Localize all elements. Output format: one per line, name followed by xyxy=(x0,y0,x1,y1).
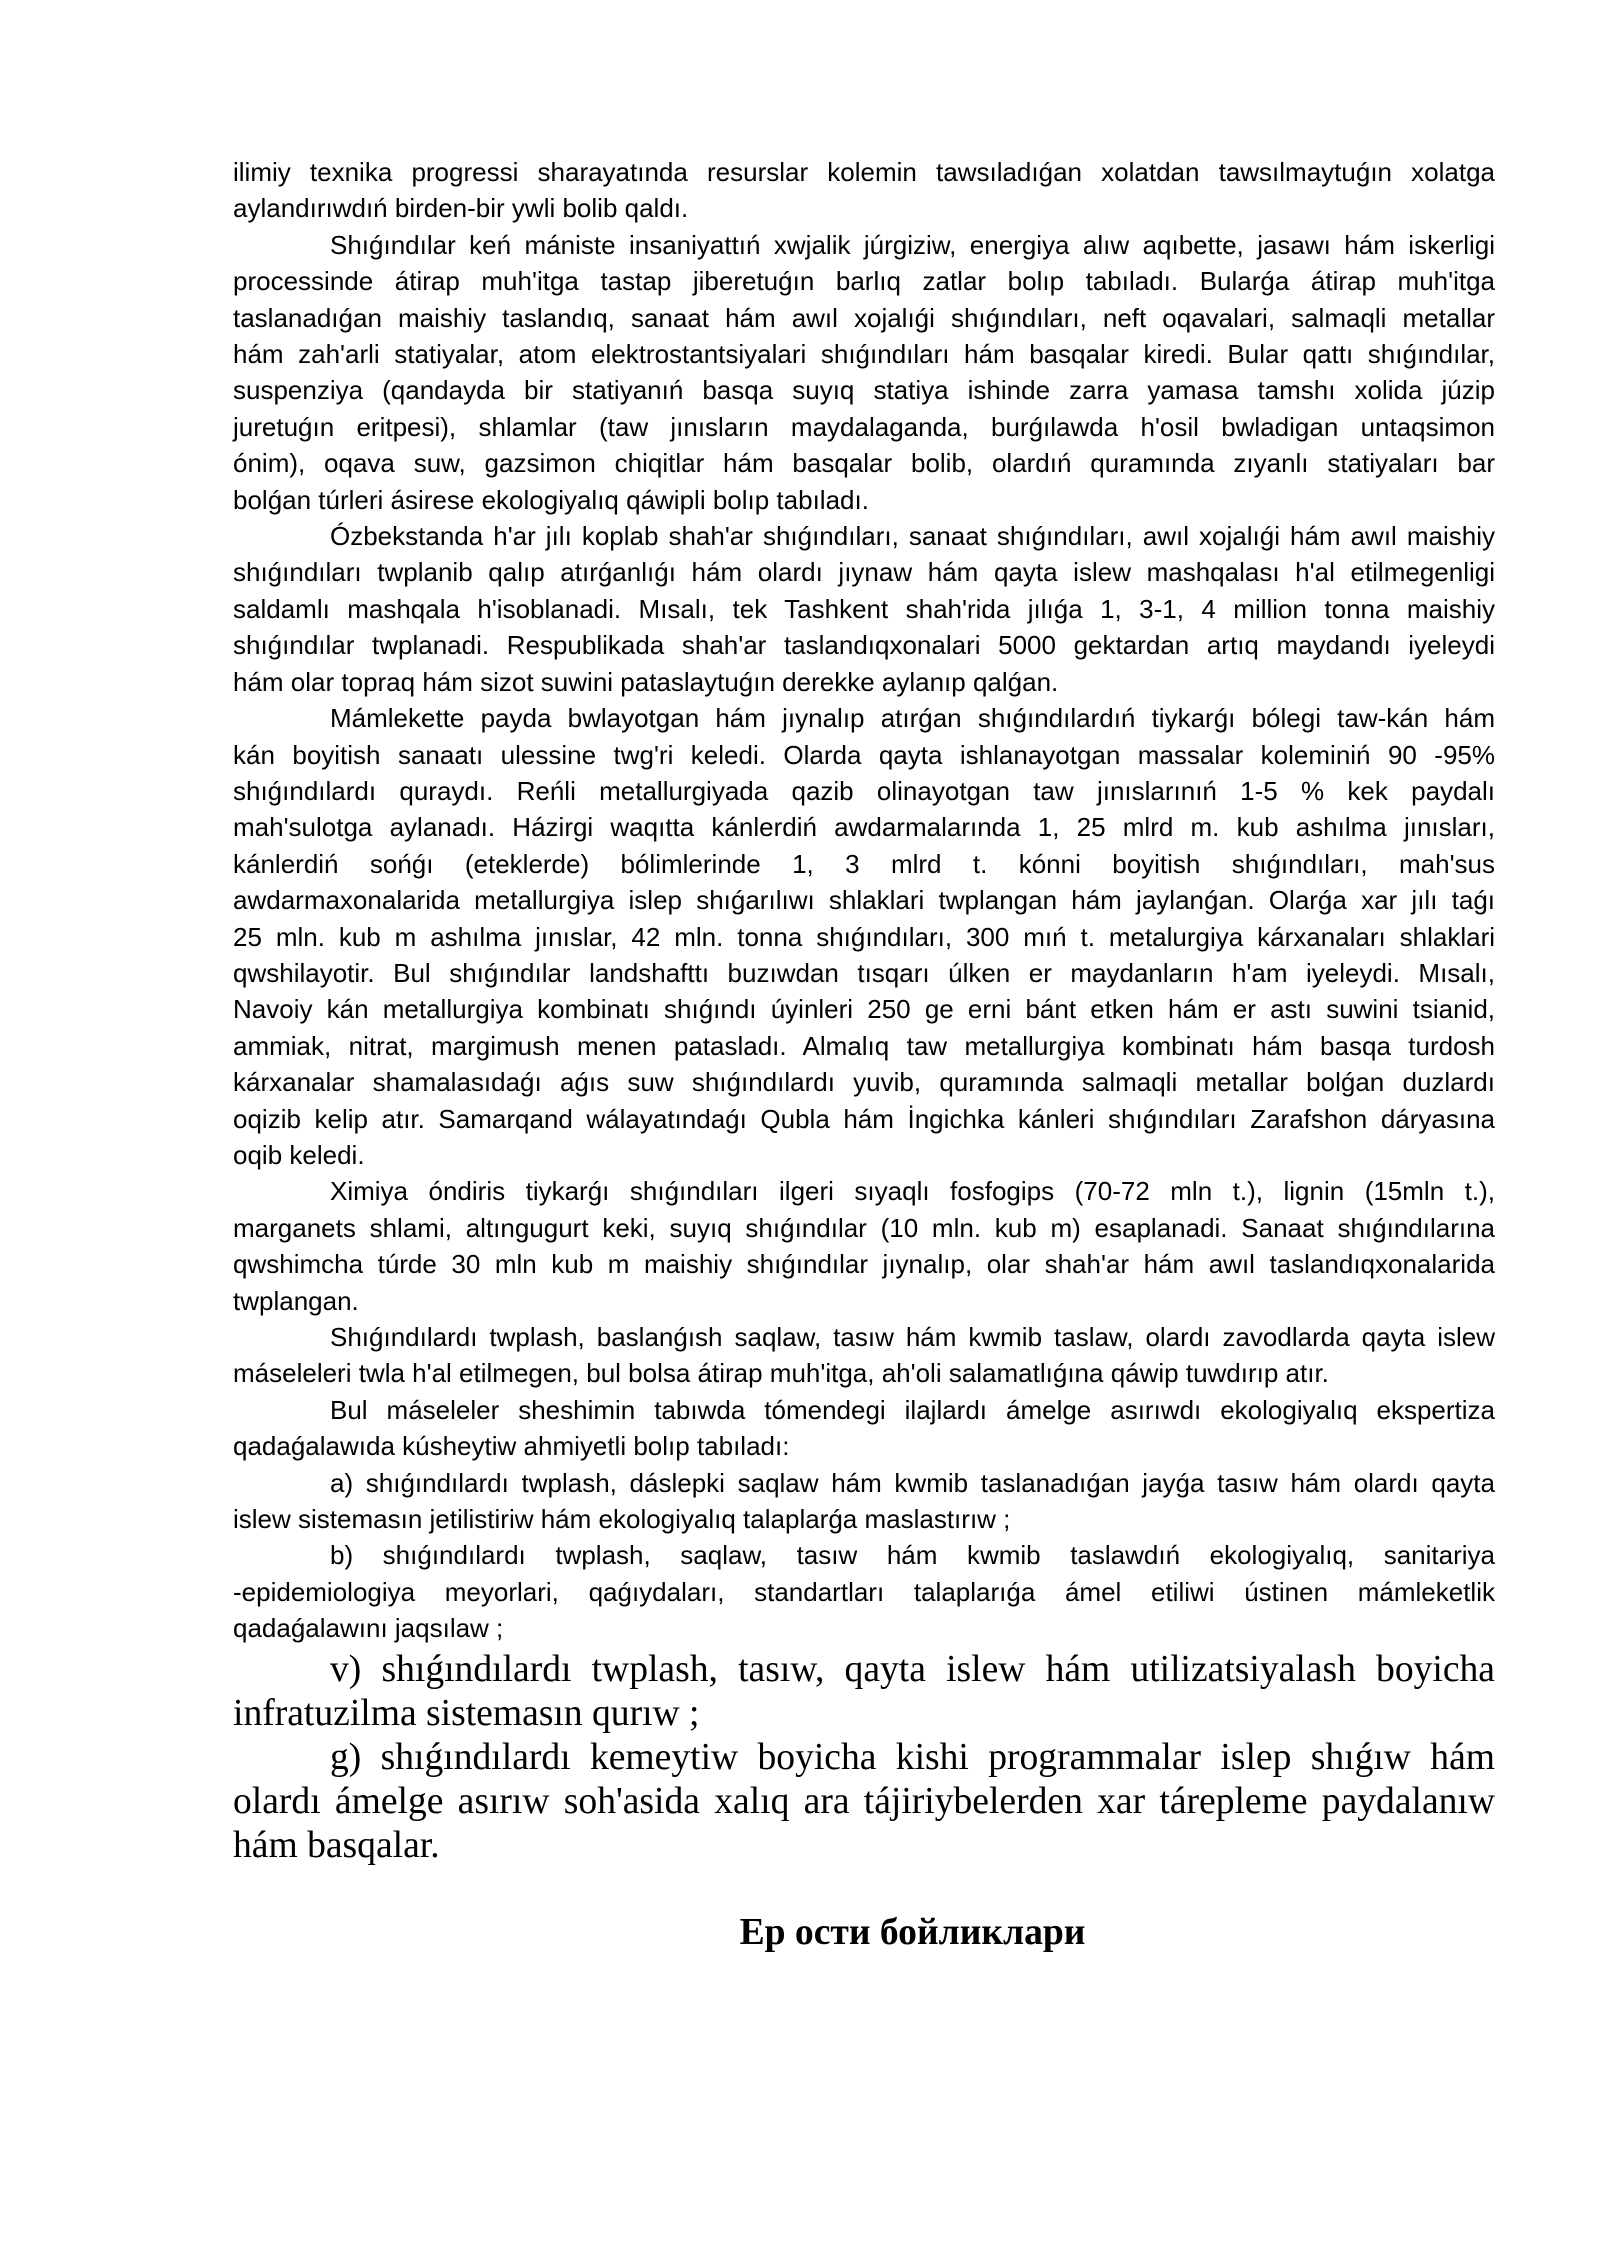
text-line: qwshimcha túrde 30 mln kub m maishiy shıǵındılar jıynalıp, olar shah'ar hám awıl taslandıqxonalarida xyxy=(233,1249,1495,1280)
paragraph xyxy=(233,1319,1495,1392)
text-line: hám basqalar. xyxy=(233,1825,440,1866)
text-line: shıǵındılardı quraydı. Reńli metallurgiyada qazib olinayotgan taw jınıslarınıń 1-5 % kek paydalı xyxy=(233,775,1495,806)
section-heading: Ер ости бойликлари xyxy=(739,1912,1086,1953)
text-line: ammiak, nitrat, margimush menen patasladı. Almalıq taw metallurgiya kombinatı hám basqa turdosh xyxy=(233,1030,1495,1061)
list-item xyxy=(233,1465,1495,1538)
text-line: ónim), oqava suw, gazsimon chiqitlar hám basqalar bolib, olardıń quramında zıyanlı statiyaları bar xyxy=(233,448,1495,479)
text-line: qadaǵalawıda kúsheytiw ahmiyetli bolıp tabıladı: xyxy=(233,1431,790,1462)
text-line: Mámlekette payda bwlayotgan hám jıynalıp atırǵan shıǵındılardıń tiykarǵı bólegi taw-kán hám xyxy=(330,703,1495,734)
paragraph xyxy=(233,1392,1495,1465)
text-line: b) shıǵındılardı twplash, saqlaw, tasıw hám kwmib taslawdıń ekologiyalıq, sanitariya xyxy=(330,1540,1495,1571)
text-line: islew sistemasın jetilistiriw hám ekologiyalıq talaplarǵa maslastırıw ; xyxy=(233,1504,1011,1535)
text-line: Navoiy kán metallurgiya kombinatı shıǵındı úyinleri 250 ge erni bánt etken hám er astı suwini tsianid, xyxy=(233,994,1495,1025)
text-line: bolǵan túrleri ásirese ekologiyalıq qáwipli bolıp tabıladı. xyxy=(233,484,869,515)
text-line: hám olar topraq hám sizot suwini pataslaytuǵın derekke aylanıp qalǵan. xyxy=(233,666,1059,697)
text-line: -epidemiologiya meyorlari, qaǵıydaları, standartları talaplarıǵa ámel etiliwi ústinen mámleketlik xyxy=(233,1576,1495,1607)
text-line: Shıǵındılar keń mániste insaniyattıń xwjalik júrgiziw, energiya alıw aqıbette, jasawı hám iskerligi xyxy=(330,229,1495,260)
list-item xyxy=(233,1736,1495,1868)
text-line: taslanadıǵan maishiy taslandıq, sanaat hám awıl xojalıǵi shıǵındıları, neft oqavalari, salmaqli metallar xyxy=(233,302,1495,333)
paragraph xyxy=(233,227,1495,518)
text-line: shıǵındılar twplanadi. Respublikada shah'ar taslandıqxonalari 5000 gektardan artıq maydandı iyeleydi xyxy=(233,630,1495,661)
text-line: Shıǵındılardı twplash, baslanǵısh saqlaw, tasıw hám kwmib taslaw, olardı zavodlarda qayta islew xyxy=(330,1322,1495,1352)
text-line: qwshilayotir. Bul shıǵındılar landshafttı buzıwdan tısqarı úlken er maydanların h'am iyeleydi. Mısalı, xyxy=(233,957,1495,988)
text-line: Ximiya óndiris tiykarǵı shıǵındıları ilgeri sıyaqlı fosfogips (70-72 mln t.), lignin (15mln t.), xyxy=(330,1176,1495,1207)
text-line: 25 mln. kub m ashılma jınıslar, 42 mln. tonna shıǵındıları, 300 mıń t. metalurgiya kárxanaları shlaklari xyxy=(233,921,1495,952)
text-line: hám zah'arli statiyalar, atom elektrostantsiyalari shıǵındıları hám basqalar kiredi. Bular qattı shıǵındılar, xyxy=(233,339,1495,370)
text-line: olardı ámelge asırıw soh'asida xalıq ara tájiriybelerden xar tárepleme paydalanıw xyxy=(233,1781,1495,1822)
list-item xyxy=(233,1537,1495,1646)
text-line: g) shıǵındılardı kemeytiw boyicha kishi programmalar islep shıǵıw hám xyxy=(330,1737,1495,1778)
text-line: infratuzilma sistemasın qurıw ; xyxy=(233,1693,700,1734)
text-line: v) shıǵındılardı twplash, tasıw, qayta islew hám utilizatsiyalash boyicha xyxy=(330,1649,1495,1690)
text-line: kánlerdiń sońǵı (eteklerde) bólimlerinde 1, 3 mlrd t. kónni boyitish shıǵındıları, mah'sus xyxy=(233,848,1495,879)
text-line: shıǵındıları twplanib qalıp atırǵanlıǵı hám olardı jıynaw hám qayta islew mashqalası h'al etilmegenligi xyxy=(233,557,1495,588)
text-line: marganets shlami, altıngugurt keki, suyıq shıǵındılar (10 mln. kub m) esaplanadi. Sanaat shıǵındılarına xyxy=(233,1212,1495,1243)
paragraph xyxy=(233,154,1495,227)
text-line: oqizib kelip atır. Samarqand wálayatındaǵı Qubla hám İngichka kánleri shıǵındıları Zarafshon dáryasına xyxy=(233,1103,1495,1134)
text-line: ilimiy texnika progressi sharayatında resurslar kolemin tawsıladıǵan xolatdan tawsılmaytuǵın xolatga xyxy=(233,157,1495,187)
text-line: juretuǵın eritpesi), shlamlar (taw jınısların maydalaganda, burǵılawda h'osil bwladigan untaqsimon xyxy=(233,411,1495,442)
text-line: twplangan. xyxy=(233,1285,359,1316)
document-body-serif xyxy=(233,1648,1495,1868)
text-line: processinde átirap muh'itga tastap jiberetuǵın barlıq zatlar bolıp tabıladı. Bularǵa átirap muh'itga xyxy=(233,266,1495,297)
text-line: suspenziya (qandayda bir statiyanıń basqa suyıq statiya ishinde zarra yamasa tamshı xolida júzip xyxy=(233,375,1495,406)
text-line: kárxanalar shamalasıdaǵı aǵıs suw shıǵındılardı yuvib, quramında salmaqli metallar bolǵan duzlardı xyxy=(233,1067,1495,1098)
text-line: saldamlı mashqala h'isoblanadi. Mısalı, tek Tashkent shah'rida jılıǵa 1, 3-1, 4 million tonna maishiy xyxy=(233,593,1495,624)
text-line: kán boyitish sanaatı ulessine twg'ri keledi. Olarda qayta ishlanayotgan massalar koleminiń 90 -95% xyxy=(233,739,1495,770)
text-line: mah'sulotga aylanadı. Házirgi waqıtta kánlerdiń awdarmalarında 1, 25 mlrd m. kub ashılma jınısları, xyxy=(233,812,1495,843)
text-line: qadaǵalawını jaqsılaw ; xyxy=(233,1613,504,1644)
paragraph xyxy=(233,1173,1495,1319)
text-line: máseleleri twla h'al etilmegen, bul bolsa átirap muh'itga, ah'oli salamatlıǵına qáwip tuwdırıp atır. xyxy=(233,1358,1329,1389)
text-line: Bul máseleler sheshimin tabıwda tómendegi ilajlardı ámelge asırıwdı ekologiyalıq ekspertiza xyxy=(330,1394,1495,1425)
text-line: Ózbekstanda h'ar jılı koplab shah'ar shıǵındıları, sanaat shıǵındıları, awıl xojalıǵi hám awıl maishiy xyxy=(330,521,1495,552)
text-line: oqib keledi. xyxy=(233,1139,365,1170)
list-item xyxy=(233,1648,1495,1736)
text-line: aylandırıwdıń birden-bir ywli bolib qaldı. xyxy=(233,193,689,224)
text-line: a) shıǵındılardı twplash, dáslepki saqlaw hám kwmib taslanadıǵan jayǵa tasıw hám olardı qayta xyxy=(330,1467,1495,1498)
text-line: awdarmaxonalarida metallurgiya islep shıǵarılıwı shlaklari twplangan hám jaylanǵan. Olarǵa xar jılı taǵı xyxy=(233,885,1495,916)
document-body xyxy=(233,154,1495,1647)
paragraph xyxy=(233,518,1495,700)
paragraph xyxy=(233,700,1495,1173)
